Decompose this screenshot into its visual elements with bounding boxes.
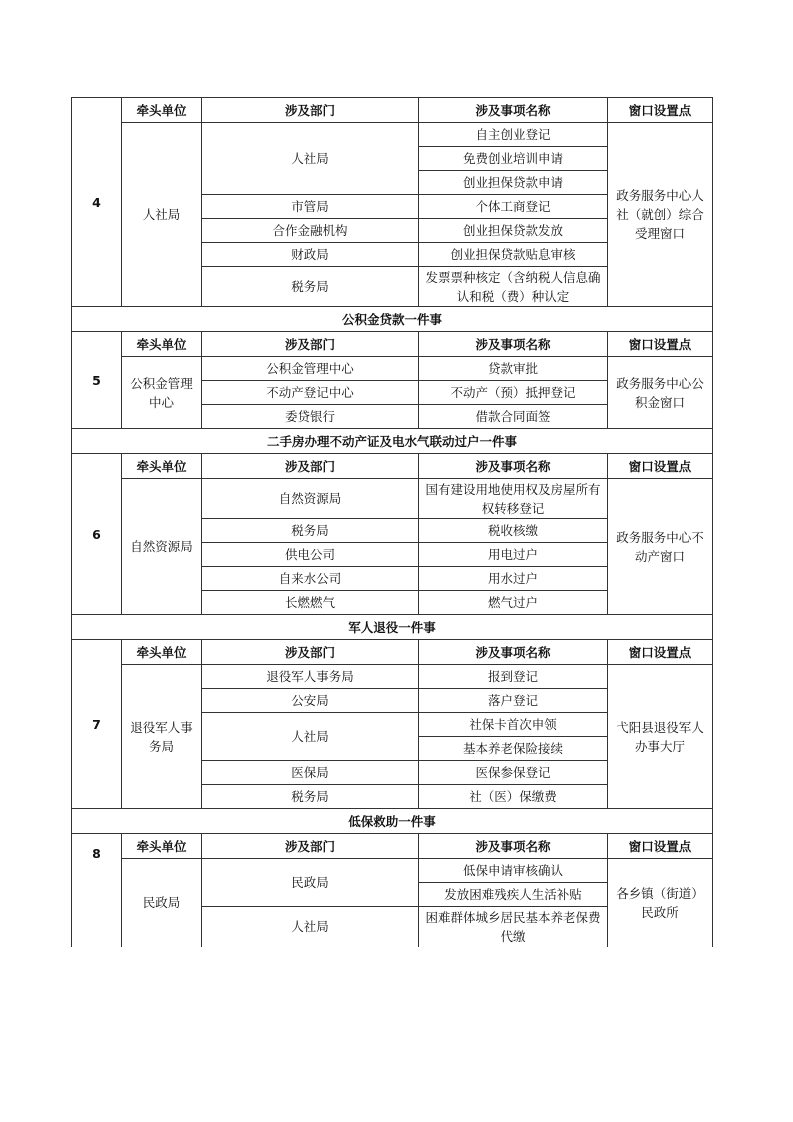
matter-name: 低保申请审核确认 bbox=[419, 859, 608, 883]
matter-name: 社（医）保缴费 bbox=[419, 785, 608, 809]
department: 不动产登记中心 bbox=[202, 381, 419, 405]
header-window: 窗口设置点 bbox=[608, 98, 713, 123]
header-lead: 牵头单位 bbox=[122, 640, 202, 665]
window-location: 政务服务中心公积金窗口 bbox=[608, 357, 713, 429]
table-row bbox=[72, 665, 713, 689]
matter-name: 不动产（预）抵押登记 bbox=[419, 381, 608, 405]
department: 税务局 bbox=[202, 519, 419, 543]
department: 税务局 bbox=[202, 267, 419, 307]
department: 医保局 bbox=[202, 761, 419, 785]
department: 合作金融机构 bbox=[202, 219, 419, 243]
row-number: 4 bbox=[72, 98, 122, 307]
header-dept: 涉及部门 bbox=[202, 98, 419, 123]
header-dept: 涉及部门 bbox=[202, 834, 419, 859]
window-location: 政务服务中心人社（就创）综合受理窗口 bbox=[608, 123, 713, 307]
window-location: 弋阳县退役军人办事大厅 bbox=[608, 665, 713, 809]
section-title: 低保救助一件事 bbox=[72, 809, 713, 834]
lead-unit: 民政局 bbox=[122, 859, 202, 947]
header-row bbox=[72, 834, 713, 859]
row-number: 8 bbox=[72, 834, 122, 947]
matter-name: 创业担保贷款申请 bbox=[419, 171, 608, 195]
matter-name: 税收核缴 bbox=[419, 519, 608, 543]
header-dept: 涉及部门 bbox=[202, 332, 419, 357]
section-title-row bbox=[72, 429, 713, 454]
matter-name: 医保参保登记 bbox=[419, 761, 608, 785]
row-number: 6 bbox=[72, 454, 122, 615]
department: 人社局 bbox=[202, 907, 419, 947]
table-row bbox=[72, 357, 713, 381]
matter-name: 落户登记 bbox=[419, 689, 608, 713]
header-dept: 涉及部门 bbox=[202, 640, 419, 665]
department: 长燃燃气 bbox=[202, 591, 419, 615]
header-lead: 牵头单位 bbox=[122, 454, 202, 479]
department: 财政局 bbox=[202, 243, 419, 267]
matter-name: 国有建设用地使用权及房屋所有权转移登记 bbox=[419, 479, 608, 519]
matter-name: 燃气过户 bbox=[419, 591, 608, 615]
section-title: 军人退役一件事 bbox=[72, 615, 713, 640]
table-row bbox=[72, 479, 713, 519]
matter-name: 免费创业培训申请 bbox=[419, 147, 608, 171]
header-window: 窗口设置点 bbox=[608, 640, 713, 665]
matter-name: 创业担保贷款贴息审核 bbox=[419, 243, 608, 267]
header-item: 涉及事项名称 bbox=[419, 454, 608, 479]
department: 公安局 bbox=[202, 689, 419, 713]
row-number: 5 bbox=[72, 332, 122, 429]
department: 公积金管理中心 bbox=[202, 357, 419, 381]
header-row bbox=[72, 332, 713, 357]
lead-unit: 公积金管理中心 bbox=[122, 357, 202, 429]
section-title-row bbox=[72, 615, 713, 640]
header-row bbox=[72, 454, 713, 479]
matter-name: 用电过户 bbox=[419, 543, 608, 567]
department: 民政局 bbox=[202, 859, 419, 907]
matter-name: 个体工商登记 bbox=[419, 195, 608, 219]
section-title-row bbox=[72, 809, 713, 834]
window-location: 各乡镇（街道）民政所 bbox=[608, 859, 713, 947]
header-dept: 涉及部门 bbox=[202, 454, 419, 479]
header-item: 涉及事项名称 bbox=[419, 834, 608, 859]
matter-name: 贷款审批 bbox=[419, 357, 608, 381]
header-window: 窗口设置点 bbox=[608, 454, 713, 479]
lead-unit: 退役军人事务局 bbox=[122, 665, 202, 809]
department: 人社局 bbox=[202, 123, 419, 195]
department: 委贷银行 bbox=[202, 405, 419, 429]
matter-name: 困难群体城乡居民基本养老保费代缴 bbox=[419, 907, 608, 947]
department: 人社局 bbox=[202, 713, 419, 761]
matter-name: 自主创业登记 bbox=[419, 123, 608, 147]
header-row bbox=[72, 98, 713, 123]
header-lead: 牵头单位 bbox=[122, 332, 202, 357]
department: 退役军人事务局 bbox=[202, 665, 419, 689]
matter-name: 发放困难残疾人生活补贴 bbox=[419, 883, 608, 907]
header-lead: 牵头单位 bbox=[122, 834, 202, 859]
header-item: 涉及事项名称 bbox=[419, 98, 608, 123]
matter-name: 基本养老保险接续 bbox=[419, 737, 608, 761]
window-location: 政务服务中心不动产窗口 bbox=[608, 479, 713, 615]
header-row bbox=[72, 640, 713, 665]
department: 供电公司 bbox=[202, 543, 419, 567]
section-title: 公积金贷款一件事 bbox=[72, 307, 713, 332]
department: 自来水公司 bbox=[202, 567, 419, 591]
department: 自然资源局 bbox=[202, 479, 419, 519]
matters-table bbox=[71, 97, 713, 947]
table-row bbox=[72, 859, 713, 883]
matter-name: 社保卡首次申领 bbox=[419, 713, 608, 737]
header-window: 窗口设置点 bbox=[608, 834, 713, 859]
matter-name: 借款合同面签 bbox=[419, 405, 608, 429]
row-number: 7 bbox=[72, 640, 122, 809]
lead-unit: 自然资源局 bbox=[122, 479, 202, 615]
matter-name: 发票票种核定（含纳税人信息确认和税（费）种认定 bbox=[419, 267, 608, 307]
header-item: 涉及事项名称 bbox=[419, 332, 608, 357]
header-window: 窗口设置点 bbox=[608, 332, 713, 357]
lead-unit: 人社局 bbox=[122, 123, 202, 307]
section-title: 二手房办理不动产证及电水气联动过户一件事 bbox=[72, 429, 713, 454]
matter-name: 创业担保贷款发放 bbox=[419, 219, 608, 243]
table-row bbox=[72, 123, 713, 147]
section-title-row bbox=[72, 307, 713, 332]
matter-name: 用水过户 bbox=[419, 567, 608, 591]
header-item: 涉及事项名称 bbox=[419, 640, 608, 665]
department: 税务局 bbox=[202, 785, 419, 809]
matter-name: 报到登记 bbox=[419, 665, 608, 689]
department: 市管局 bbox=[202, 195, 419, 219]
header-lead: 牵头单位 bbox=[122, 98, 202, 123]
